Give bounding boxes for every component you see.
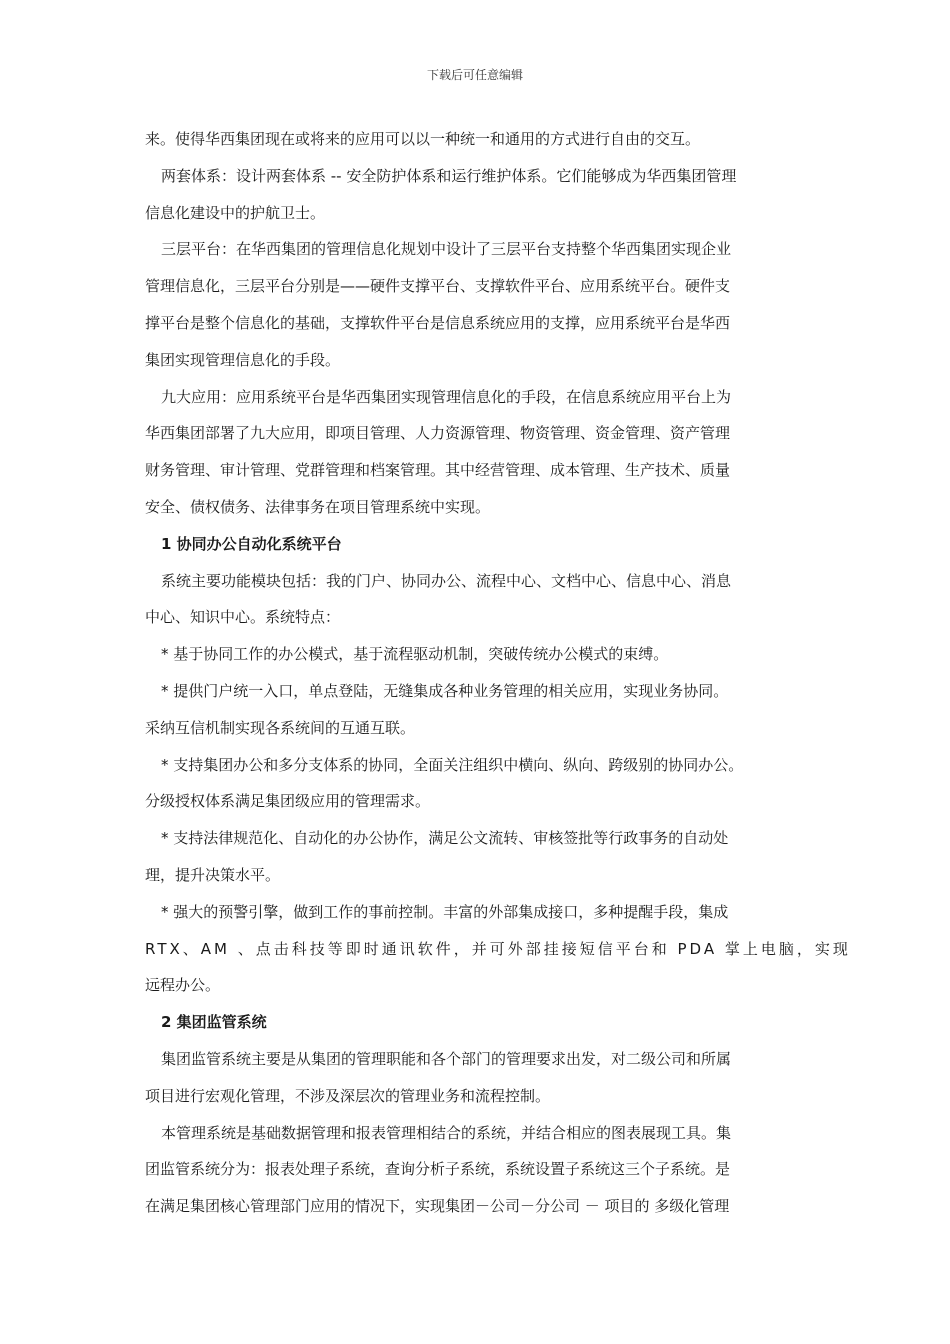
body-line: 项目进行宏观化管理，不涉及深层次的管理业务和流程控制。 bbox=[145, 1086, 551, 1105]
bullet-line: * 强大的预警引擎，做到工作的事前控制。丰富的外部集成接口，多种提醒手段，集成 bbox=[161, 902, 729, 921]
body-line: 信息化建设中的护航卫士。 bbox=[145, 203, 326, 222]
body-line: 华西集团部署了九大应用，即项目管理、人力资源管理、物资管理、资金管理、资产管理 bbox=[145, 424, 731, 443]
body-line: 三层平台：在华西集团的管理信息化规划中设计了三层平台支持整个华西集团实现企业 bbox=[161, 240, 732, 259]
body-line: 撑平台是整个信息化的基础，支撑软件平台是信息系统应用的支撑，应用系统平台是华西 bbox=[145, 313, 731, 332]
body-line: 远程办公。 bbox=[145, 976, 221, 995]
bullet-line: * 提供门户统一入口，单点登陆，无缝集成各种业务管理的相关应用，实现业务协同。 bbox=[161, 681, 729, 700]
body-line: 系统主要功能模块包括：我的门户、协同办公、流程中心、文档中心、信息中心、消息 bbox=[161, 571, 732, 590]
body-line: 采纳互信机制实现各系统间的互通互联。 bbox=[145, 718, 416, 737]
body-line: 安全、债权债务、法律事务在项目管理系统中实现。 bbox=[145, 497, 491, 516]
document-body bbox=[145, 121, 851, 1225]
body-line: 分级授权体系满足集团级应用的管理需求。 bbox=[145, 792, 431, 811]
body-line: 本管理系统是基础数据管理和报表管理相结合的系统，并结合相应的图表展现工具。集 bbox=[161, 1123, 732, 1142]
body-line: 九大应用：应用系统平台是华西集团实现管理信息化的手段，在信息系统应用平台上为 bbox=[161, 387, 732, 406]
bullet-line: * 支持法律规范化、自动化的办公协作，满足公文流转、审核签批等行政事务的自动处 bbox=[161, 829, 729, 848]
body-line: RTX、AM 、点击科技等即时通讯软件，并可外部挂接短信平台和 PDA 掌上电脑，实现 bbox=[145, 939, 851, 958]
bullet-line: * 基于协同工作的办公模式，基于流程驱动机制，突破传统办公模式的束缚。 bbox=[161, 645, 669, 664]
body-line: 财务管理、审计管理、党群管理和档案管理。其中经营管理、成本管理、生产技术、质量 bbox=[145, 461, 731, 480]
body-line: 来。使得华西集团现在或将来的应用可以以一种统一和通用的方式进行自由的交互。 bbox=[145, 130, 701, 148]
page-header: 下载后可任意编辑 bbox=[426, 68, 523, 82]
body-line: 团监管系统分为：报表处理子系统，查询分析子系统，系统设置子系统这三个子系统。是 bbox=[145, 1160, 731, 1179]
body-line: 管理信息化，三层平台分别是——硬件支撑平台、支撑软件平台、应用系统平台。硬件支 bbox=[145, 277, 731, 296]
body-line: 集团实现管理信息化的手段。 bbox=[145, 350, 341, 369]
body-line: 集团监管系统主要是从集团的管理职能和各个部门的管理要求出发，对二级公司和所属 bbox=[161, 1049, 732, 1068]
bullet-line: * 支持集团办公和多分支体系的协同，全面关注组织中横向、纵向、跨级别的协同办公。 bbox=[161, 755, 744, 774]
body-line: 理，提升决策水平。 bbox=[145, 865, 281, 884]
section-heading-1: 1 协同办公自动化系统平台 bbox=[161, 534, 342, 553]
body-line: 两套体系：设计两套体系 -- 安全防护体系和运行维护体系。它们能够成为华西集团管理 bbox=[161, 166, 737, 185]
section-heading-2: 2 集团监管系统 bbox=[161, 1013, 267, 1032]
body-line: 中心、知识中心。系统特点： bbox=[145, 608, 341, 627]
body-line: 在满足集团核心管理部门应用的情况下，实现集团－公司－分公司 － 项目的 多级化管理 bbox=[145, 1197, 730, 1216]
